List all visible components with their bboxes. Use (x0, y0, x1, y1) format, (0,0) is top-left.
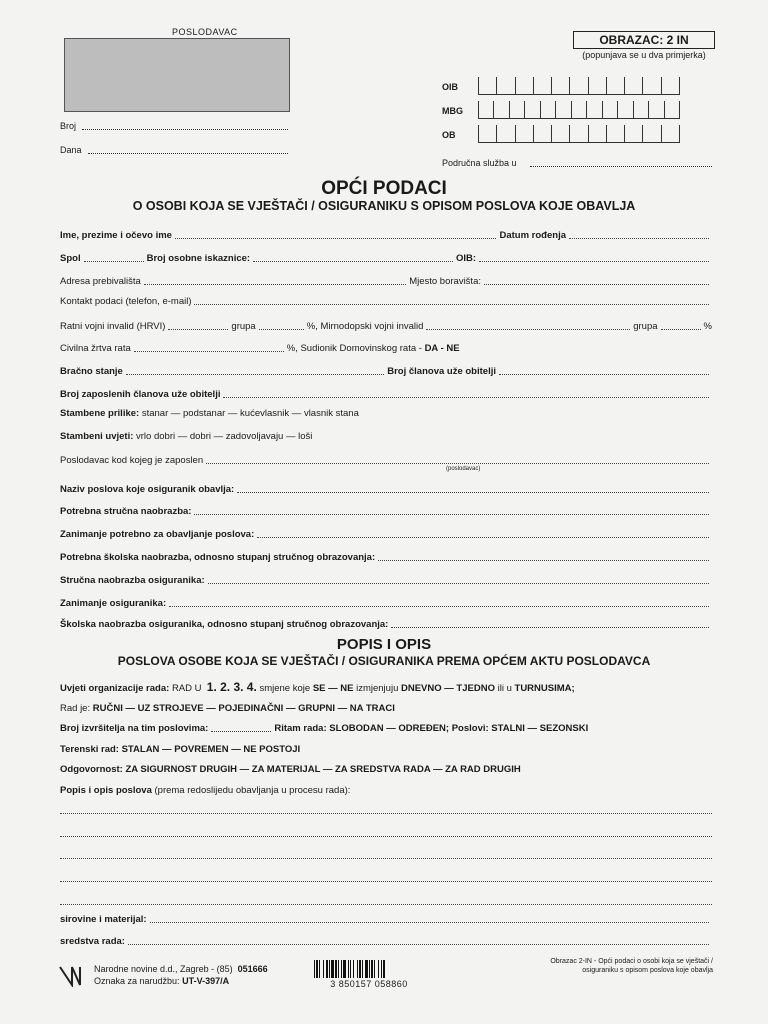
materials-label: sirovine i materijal: (60, 914, 147, 925)
shift-numbers[interactable]: 1. 2. 3. 4. (206, 680, 257, 694)
veteran-label: %, Sudionik Domovinskog rata - (286, 343, 422, 354)
row-job-name (60, 481, 712, 495)
insured-occupation-label: Zanimanje osiguranika: (60, 598, 167, 609)
description-line[interactable] (60, 858, 712, 859)
row-employer (60, 452, 712, 466)
section2-subtitle: POSLOVA OSOBE KOJA SE VJEŠTAČI / OSIGURANIKA PREMA OPĆEM AKTU POSLODAVCA (117, 654, 651, 668)
name-label: Ime, prezime i očevo ime (60, 230, 172, 241)
row-insured-occupation (60, 595, 712, 609)
section2-title: POPIS I OPIS (336, 636, 432, 653)
work-type-label: Rad je: (60, 703, 91, 714)
peacetime-group-label: grupa (633, 321, 658, 332)
broj-field[interactable] (82, 129, 288, 130)
description-line[interactable] (60, 836, 712, 837)
row-responsibility (60, 761, 712, 775)
required-edu-label: Potrebna stručna naobrazba: (60, 506, 192, 517)
order-line (94, 976, 229, 986)
insured-edu-field[interactable] (208, 583, 709, 584)
row-required-school (60, 549, 712, 563)
employer-row-label: Poslodavac kod kojeg je zaposlen (60, 455, 204, 466)
ob-boxes[interactable] (478, 125, 680, 143)
employed-family-field[interactable] (223, 397, 709, 398)
employer-stamp-box[interactable] (64, 38, 290, 112)
job-description-label: Popis i opis poslova (60, 785, 152, 796)
turnus-option[interactable]: TURNUSIMA; (514, 683, 575, 694)
employed-family-label: Broj zaposlenih članova uže obitelji (60, 389, 221, 400)
office-label: Područna služba u (442, 158, 517, 168)
family-members-label: Broj članova uže obitelji (387, 366, 496, 377)
required-edu-field[interactable] (194, 514, 709, 515)
housing-conditions-options[interactable]: vrlo dobri — dobri — zadovoljavaju — loši (136, 431, 313, 442)
row-materials (60, 911, 712, 925)
contact-label: Kontakt podaci (telefon, e-mail) (60, 296, 192, 307)
civilian-field[interactable] (134, 351, 284, 352)
description-line[interactable] (60, 904, 712, 905)
id-card-field[interactable] (253, 261, 453, 262)
row-address (60, 273, 712, 287)
broj-label: Broj (60, 121, 77, 131)
materials-field[interactable] (150, 922, 709, 923)
mbg-boxes[interactable] (478, 101, 680, 119)
contact-field[interactable] (194, 304, 709, 305)
required-occupation-field[interactable] (257, 537, 709, 538)
publisher-text: Narodne novine d.d., Zagreb - (85) (94, 964, 233, 974)
housing-label: Stambene prilike: (60, 408, 140, 419)
required-school-label: Potrebna školska naobrazba, odnosno stupanj stručnog obrazovanja: (60, 552, 376, 563)
row-housing-conditions (60, 428, 712, 442)
hrvi-group-field[interactable] (259, 329, 304, 330)
required-occupation-label: Zanimanje potrebno za obavljanje poslova: (60, 529, 255, 540)
marital-field[interactable] (126, 374, 384, 375)
row-sex (60, 250, 712, 264)
oib-row-label: OIB: (455, 253, 476, 264)
shifts-which: smjene koje (259, 683, 311, 694)
work-org-label: Uvjeti organizacije rada: (60, 683, 170, 694)
form-note: (popunjava se u dva primjerka) (582, 50, 706, 60)
row-workers (60, 720, 712, 734)
address-field[interactable] (144, 284, 406, 285)
row-job-description (60, 782, 712, 796)
oib-boxes[interactable] (478, 77, 680, 95)
employer-row-field[interactable] (206, 463, 709, 464)
row-work-organization (60, 680, 712, 694)
job-description-note: (prema redoslijedu obavljanja u procesu rada): (154, 785, 351, 796)
row-contact (60, 293, 712, 307)
workers-field[interactable] (211, 731, 271, 732)
dana-field[interactable] (88, 153, 288, 154)
address-label: Adresa prebivališta (60, 276, 141, 287)
publisher-code: 051666 (237, 964, 268, 974)
work-type-options[interactable]: RUČNI — UZ STROJEVE — POJEDINAČNI — GRUPNI — NA TRACI (92, 703, 395, 714)
insured-edu-label: Stručna naobrazba osiguranika: (60, 575, 205, 586)
ob-label: OB (442, 130, 456, 140)
rhythm-options[interactable]: Ritam rada: SLOBODAN — ODREĐEN; Poslovi: STALNI — SEZONSKI (274, 723, 589, 734)
hrvi-group-label: grupa (231, 321, 256, 332)
sex-field[interactable] (84, 261, 144, 262)
sex-label: Spol (60, 253, 81, 264)
job-name-field[interactable] (237, 492, 709, 493)
job-name-label: Naziv poslova koje osiguranik obavlja: (60, 484, 235, 495)
tools-field[interactable] (128, 944, 709, 945)
row-invalid (60, 318, 712, 332)
order-label: Oznaka za narudžbu: (94, 976, 180, 986)
percent-sign: % (703, 321, 712, 332)
row-field-work (60, 741, 712, 755)
marital-label: Bračno stanje (60, 366, 123, 377)
barcode-icon (313, 960, 425, 978)
birthdate-field[interactable] (569, 238, 709, 239)
row-civilian (60, 340, 712, 354)
section1-subtitle: O OSOBI KOJA SE VJEŠTAČI / OSIGURANIKU S OPISOM POSLOVA KOJE OBAVLJA (132, 199, 636, 213)
insured-school-field[interactable] (391, 627, 709, 628)
or-in: ili u (497, 683, 512, 694)
description-line[interactable] (60, 881, 712, 882)
row-name (60, 227, 712, 241)
id-card-label: Broj osobne iskaznice: (146, 253, 251, 264)
row-housing (60, 405, 712, 419)
form-id: OBRAZAC: 2 IN (573, 31, 715, 49)
tools-label: sredstva rada: (60, 936, 125, 947)
daily-weekly-options[interactable]: DNEVNO — TJEDNO (401, 683, 495, 694)
insured-occupation-field[interactable] (169, 606, 709, 607)
rad-u: RAD U (171, 683, 202, 694)
housing-conditions-label: Stambeni uvjeti: (60, 431, 134, 442)
row-work-type (60, 700, 712, 714)
row-required-edu (60, 503, 712, 517)
row-required-occupation (60, 526, 712, 540)
order-code: UT-V-397/A (182, 976, 230, 986)
family-members-field[interactable] (499, 374, 709, 375)
residence-label: Mjesto boravišta: (409, 276, 481, 287)
residence-field[interactable] (484, 284, 709, 285)
birthdate-label: Datum rođenja (499, 230, 566, 241)
row-marital (60, 363, 712, 377)
publisher-logo-icon (58, 965, 82, 987)
rotate-label: izmjenjuju (356, 683, 399, 694)
workers-label: Broj izvršitelja na tim poslovima: (60, 723, 209, 734)
hrvi-field[interactable] (168, 329, 228, 330)
responsibility-options[interactable]: ZA SIGURNOST DRUGIH — ZA MATERIJAL — ZA SREDSTVA RADA — ZA RAD DRUGIH (125, 764, 521, 775)
row-tools (60, 933, 712, 947)
oib-label: OIB (442, 82, 459, 92)
se-ne-options[interactable]: SE — NE (312, 683, 354, 694)
name-field[interactable] (175, 238, 497, 239)
row-insured-school (60, 616, 712, 630)
housing-options[interactable]: stanar — podstanar — kućevlasnik — vlasnik stana (141, 408, 359, 419)
peacetime-field[interactable] (426, 329, 630, 330)
employer-label: POSLODAVAC (172, 27, 238, 37)
barcode-number: 3 850157 058860 (330, 979, 408, 989)
employer-note: (poslodavac) (446, 466, 481, 472)
civilian-label: Civilna žrtva rata (60, 343, 131, 354)
responsibility-label: Odgovornost: (60, 764, 123, 775)
publisher-line (94, 964, 268, 974)
insured-school-label: Školska naobrazba osiguranika, odnosno stupanj stručnog obrazovanja: (60, 619, 389, 630)
oib-row-field[interactable] (479, 261, 709, 262)
row-insured-edu (60, 572, 712, 586)
peacetime-label: %, Mirnodopski vojni invalid (306, 321, 424, 332)
required-school-field[interactable] (378, 560, 709, 561)
mbg-label: MBG (442, 106, 463, 116)
office-field[interactable] (530, 166, 712, 167)
form-footnote: Obrazac 2-IN - Opći podaci o osobi koja se vještači / osiguraniku s opisom poslova koje obavlja (550, 958, 713, 974)
field-work-options[interactable]: Terenski rad: STALAN — POVREMEN — NE POSTOJI (60, 744, 301, 755)
description-line[interactable] (60, 813, 712, 814)
row-employed-family (60, 386, 712, 400)
hrvi-label: Ratni vojni invalid (HRVI) (60, 321, 166, 332)
section1-title: OPĆI PODACI (321, 178, 447, 199)
peacetime-group-field[interactable] (661, 329, 701, 330)
veteran-yes-no[interactable]: DA - NE (424, 343, 460, 354)
dana-label: Dana (60, 145, 82, 155)
